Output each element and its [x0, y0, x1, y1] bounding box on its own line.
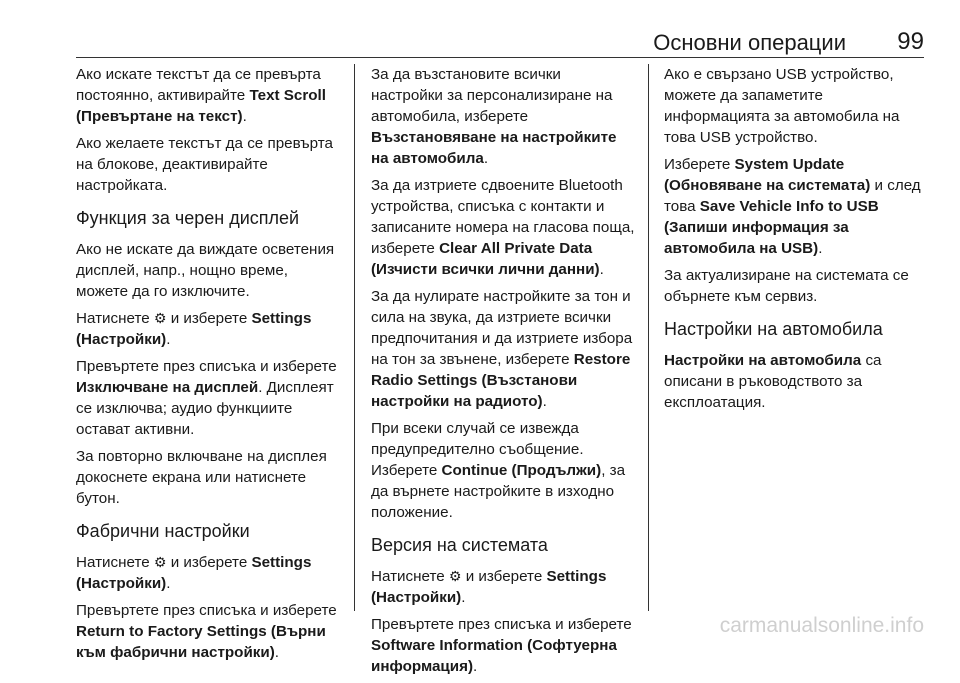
menu-term: Software Information (Софтуерна информация) — [371, 637, 617, 675]
paragraph: Натиснете ⚙ и изберете Settings (Настройки). — [76, 310, 312, 348]
menu-term: Настройки на автомобила — [664, 352, 862, 369]
menu-term: Save Vehicle Info to USB (Запиши информация за автомобила на USB) — [664, 198, 879, 257]
menu-term: System Update (Обновяване на системата) — [664, 156, 871, 194]
section-heading-black-display: Функция за черен дисплей — [76, 208, 300, 228]
column-2 — [371, 64, 635, 683]
header-divider — [76, 57, 924, 58]
menu-term: Settings (Настройки) — [76, 554, 312, 592]
paragraph: Превъртете през списъка и изберете Return to Factory Settings (Върни към фабрични настройки). — [76, 602, 337, 661]
paragraph: За да нулирате настройките за тон и сила на звука, да изтриете всички предпочитания и да изтриете избора на тон за звънене, изберете Restore Radio Settings (Възстанови настройки на радиото). — [371, 288, 633, 410]
paragraph: Превъртете през списъка и изберете Изключване на дисплей. Дисплеят се изключва; аудио функциите остават активни. — [76, 358, 337, 438]
paragraph: За актуализиране на системата се обърнете към сервиз. — [664, 267, 909, 305]
section-heading-system-version: Версия на системата — [371, 535, 548, 555]
paragraph: Ако желаете текстът да се превърта на блокове, деактивирайте настройката. — [76, 135, 333, 194]
paragraph: Настройки на автомобила са описани в ръководството за експлоатация. — [664, 352, 882, 411]
paragraph: За да изтриете сдвоените Bluetooth устройства, списъка с контакти и записаните номера на гласова поща, изберете Clear All Private Data (Изчисти всички лични данни). — [371, 177, 635, 278]
column-3 — [664, 64, 926, 419]
paragraph: Ако не искате да виждате осветения дисплей, напр., нощно време, можете да го изключите. — [76, 241, 335, 300]
paragraph: Ако е свързано USB устройство, можете да запаметите информацията за автомобила на това USB устройство. — [664, 66, 900, 146]
gear-icon: ⚙ — [448, 568, 462, 584]
column-divider-2 — [648, 64, 649, 611]
menu-term: Text Scroll (Превъртане на текст) — [76, 87, 326, 125]
page-header — [76, 24, 924, 58]
menu-term: Изключване на дисплей — [76, 379, 259, 396]
section-heading-vehicle-settings: Настройки на автомобила — [664, 319, 883, 339]
paragraph: Ако искате текстът да се превърта постоянно, активирайте Text Scroll (Превъртане на текст). — [76, 66, 326, 125]
paragraph: Натиснете ⚙ и изберете Settings (Настройки). — [76, 554, 312, 592]
page-number: 99 — [897, 28, 924, 55]
page-title: Основни операции — [653, 30, 846, 55]
watermark: carmanualsonline.info — [719, 614, 924, 637]
gear-icon: ⚙ — [153, 310, 167, 326]
menu-term: Възстановяване на настройките на автомобила — [371, 129, 617, 167]
paragraph: Превъртете през списъка и изберете Software Information (Софтуерна информация). — [371, 616, 632, 675]
menu-term: Clear All Private Data (Изчисти всички лични данни) — [371, 240, 600, 278]
menu-term: Return to Factory Settings (Върни към фабрични настройки) — [76, 623, 326, 661]
column-1 — [76, 64, 338, 669]
menu-term: Restore Radio Settings (Възстанови настройки на радиото) — [371, 351, 631, 410]
paragraph: За повторно включване на дисплея докоснете екрана или натиснете бутон. — [76, 448, 327, 507]
column-divider-1 — [354, 64, 355, 611]
gear-icon: ⚙ — [153, 554, 167, 570]
paragraph: Изберете System Update (Обновяване на системата) и след това Save Vehicle Info to USB (Запиши информация за автомобила на USB). — [664, 156, 921, 257]
paragraph: За да възстановите всички настройки за персонализиране на автомобила, изберете Възстановяване на настройките на автомобила. — [371, 66, 617, 167]
paragraph: При всеки случай се извежда предупредително съобщение. Изберете Continue (Продължи), за да върнете настройките в изходно положение. — [371, 420, 626, 521]
section-heading-factory-settings: Фабрични настройки — [76, 521, 250, 541]
menu-term: Settings (Настройки) — [76, 310, 312, 348]
menu-term: Continue (Продължи) — [441, 462, 602, 479]
menu-term: Settings (Настройки) — [371, 568, 607, 606]
paragraph: Натиснете ⚙ и изберете Settings (Настройки). — [371, 568, 607, 606]
